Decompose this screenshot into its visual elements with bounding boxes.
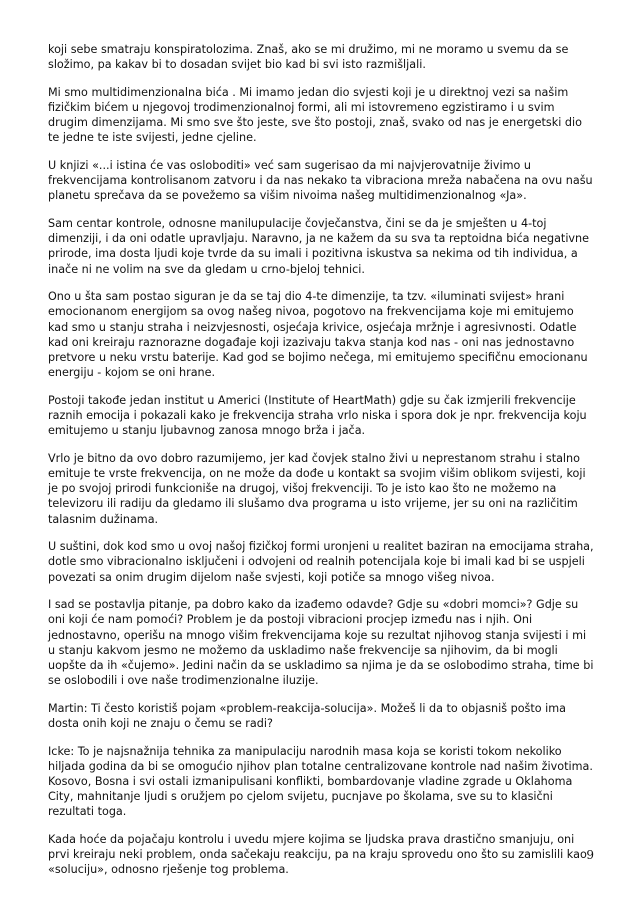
- paragraph: koji sebe smatraju konspiratolozima. Znaš, ako se mi družimo, mi ne moramo u svemu da se složimo, pa kakav bi to dosadan svijet bio kad bi svi isto razmišljali.: [48, 43, 569, 72]
- paragraph: U suštini, dok kod smo u ovoj našoj fizičkoj formi uronjeni u realitet baziran na emocijama straha, dotle smo vibracionalno isključeni i odvojeni od realnih potencijala koje bi imali kad bi se uspjeli povezati sa onim drugim dijelom naše svjesti, koji potiče sa mnogo višeg nivoa.: [48, 540, 594, 584]
- paragraph: Sam centar kontrole, odnosne manilupulacije čovječanstva, čini se da je smješten u 4-toj dimenziji, i da oni odatle upravljaju. Naravno, ja ne kažem da su sva ta reptoidna bića negativne prirode, ima dosta ljudi koje tvrde da su imali i pozitivna iskustva sa nekima od tih individua, a inače ni ne volim na sve da gledam u crno-bjeloj tehnici.: [48, 217, 590, 276]
- paragraph: U knjizi «...i istina će vas osloboditi» već sam sugerisao da mi najvjerovatnije živimo u frekvencijama kontrolisanom zatvoru i da nas nekako ta vibraciona mreža nabačena na ovu našu planetu sprečava da se povežemo sa višim nivoima našeg multidimenzionalnog «Ja».: [48, 159, 593, 203]
- paragraph: Postoji takođe jedan institut u Americi (Institute of HeartMath) gdje su čak izmjerili frekvencije raznih emocija i pokazali kako je frekvencija straha vrlo niska i spora dok je npr. frekvencija koju emitujemo u stanju ljubavnog zanosa mnogo brža i jača.: [48, 393, 587, 438]
- paragraph: Icke: To je najsnažnija tehnika za manipulaciju narodnih masa koja se koristi tokom nekoliko hiljada godina da bi se omogućio njihov plan totalne centralizovane kontrole nad našim životima. Kosovo, Bosna i svi ostali izmanipulisani konflikti, bombardovanje vladine zgrade u Oklahoma City, mahnitanje ljudi s oružjem po cjelom svijetu, pucnjave po školama, sve su to klasični rezultati toga.: [48, 744, 593, 819]
- paragraph: Ono u šta sam postao siguran je da se taj dio 4-te dimenzije, ta tzv. «iluminati svijest» hrani emocionanom energijom sa ovog našeg nivoa, pogotovo na frekvencijama koje mi emitujemo kad smo u stanju straha i neizvjesnosti, osjećaja krivice, osjećaja mržnje i agresivnosti. Odatle kad oni kreiraju raznorazne događaje koji izazivaju takva stanja kod nas - oni nas jednostavno pretvore u neku vrstu baterije. Kad god se bojimo nečega, mi emitujemo specifičnu emocionanu energiju - kojom se oni hrane.: [48, 290, 588, 380]
- paragraph: Vrlo je bitno da ovo dobro razumijemo, jer kad čovjek stalno živi u neprestanom strahu i stalno emituje te vrste frekvencija, on ne može da dođe u kontakt sa svojim višim oblikom svijesti, koji je po svojoj prirodi funkcioniše na drugoj, višoj frekvenciji. To je isto kao što ne možemo na televizoru ili radiju da gledamo ili slušamo dva programa u isto vrijeme, jer su oni na različitim talasnim dužinama.: [48, 451, 586, 526]
- paragraph: Mi smo multidimenzionalna bića . Mi imamo jedan dio svjesti koji je u direktnoj vezi sa našim fizičkim bićem u njegovoj trodimenzionalnoj formi, ali mi istovremeno egzistiramo i u svim drugim dimenzijama. Mi smo sve što jeste, sve što postoji, znaš, svako od nas je energetski dio te jedne te iste svijesti, jedne cjeline.: [48, 85, 582, 145]
- body-text: [48, 42, 594, 890]
- paragraph: I sad se postavlja pitanje, pa dobro kako da izađemo odavde? Gdje su «dobri momci»? Gdje su oni koji će nam pomoći? Problem je da postoji vibracioni procjep između nas i njih. Oni jednostavno, operišu na mnogo višim frekvencijama koje su rezultat njihovog stanja svijesti i mi u stanju kakvom jesmo ne možemo da uskladimo naše frekvencije sa njihovim, da bi mogli uopšte da ih «čujemo». Jedini način da se uskladimo sa njima je da se oslobodimo straha, time bi se oslobodili i ove naše trodimenzionalne iluzije.: [48, 598, 594, 688]
- page-number: 9: [586, 848, 594, 862]
- paragraph: Kada hoće da pojačaju kontrolu i uvedu mjere kojima se ljudska prava drastično smanjuju, oni prvi kreiraju neki problem, onda sačekaju reakciju, pa na kraju sprovedu ono što su zamislili kao «soluciju», odnosno rješenje tog problema.: [48, 833, 587, 877]
- paragraph: Martin: Ti često koristiš pojam «problem-reakcija-solucija». Možeš li da to objasniš pošto ima dosta onih koji ne znaju o čemu se radi?: [48, 701, 567, 731]
